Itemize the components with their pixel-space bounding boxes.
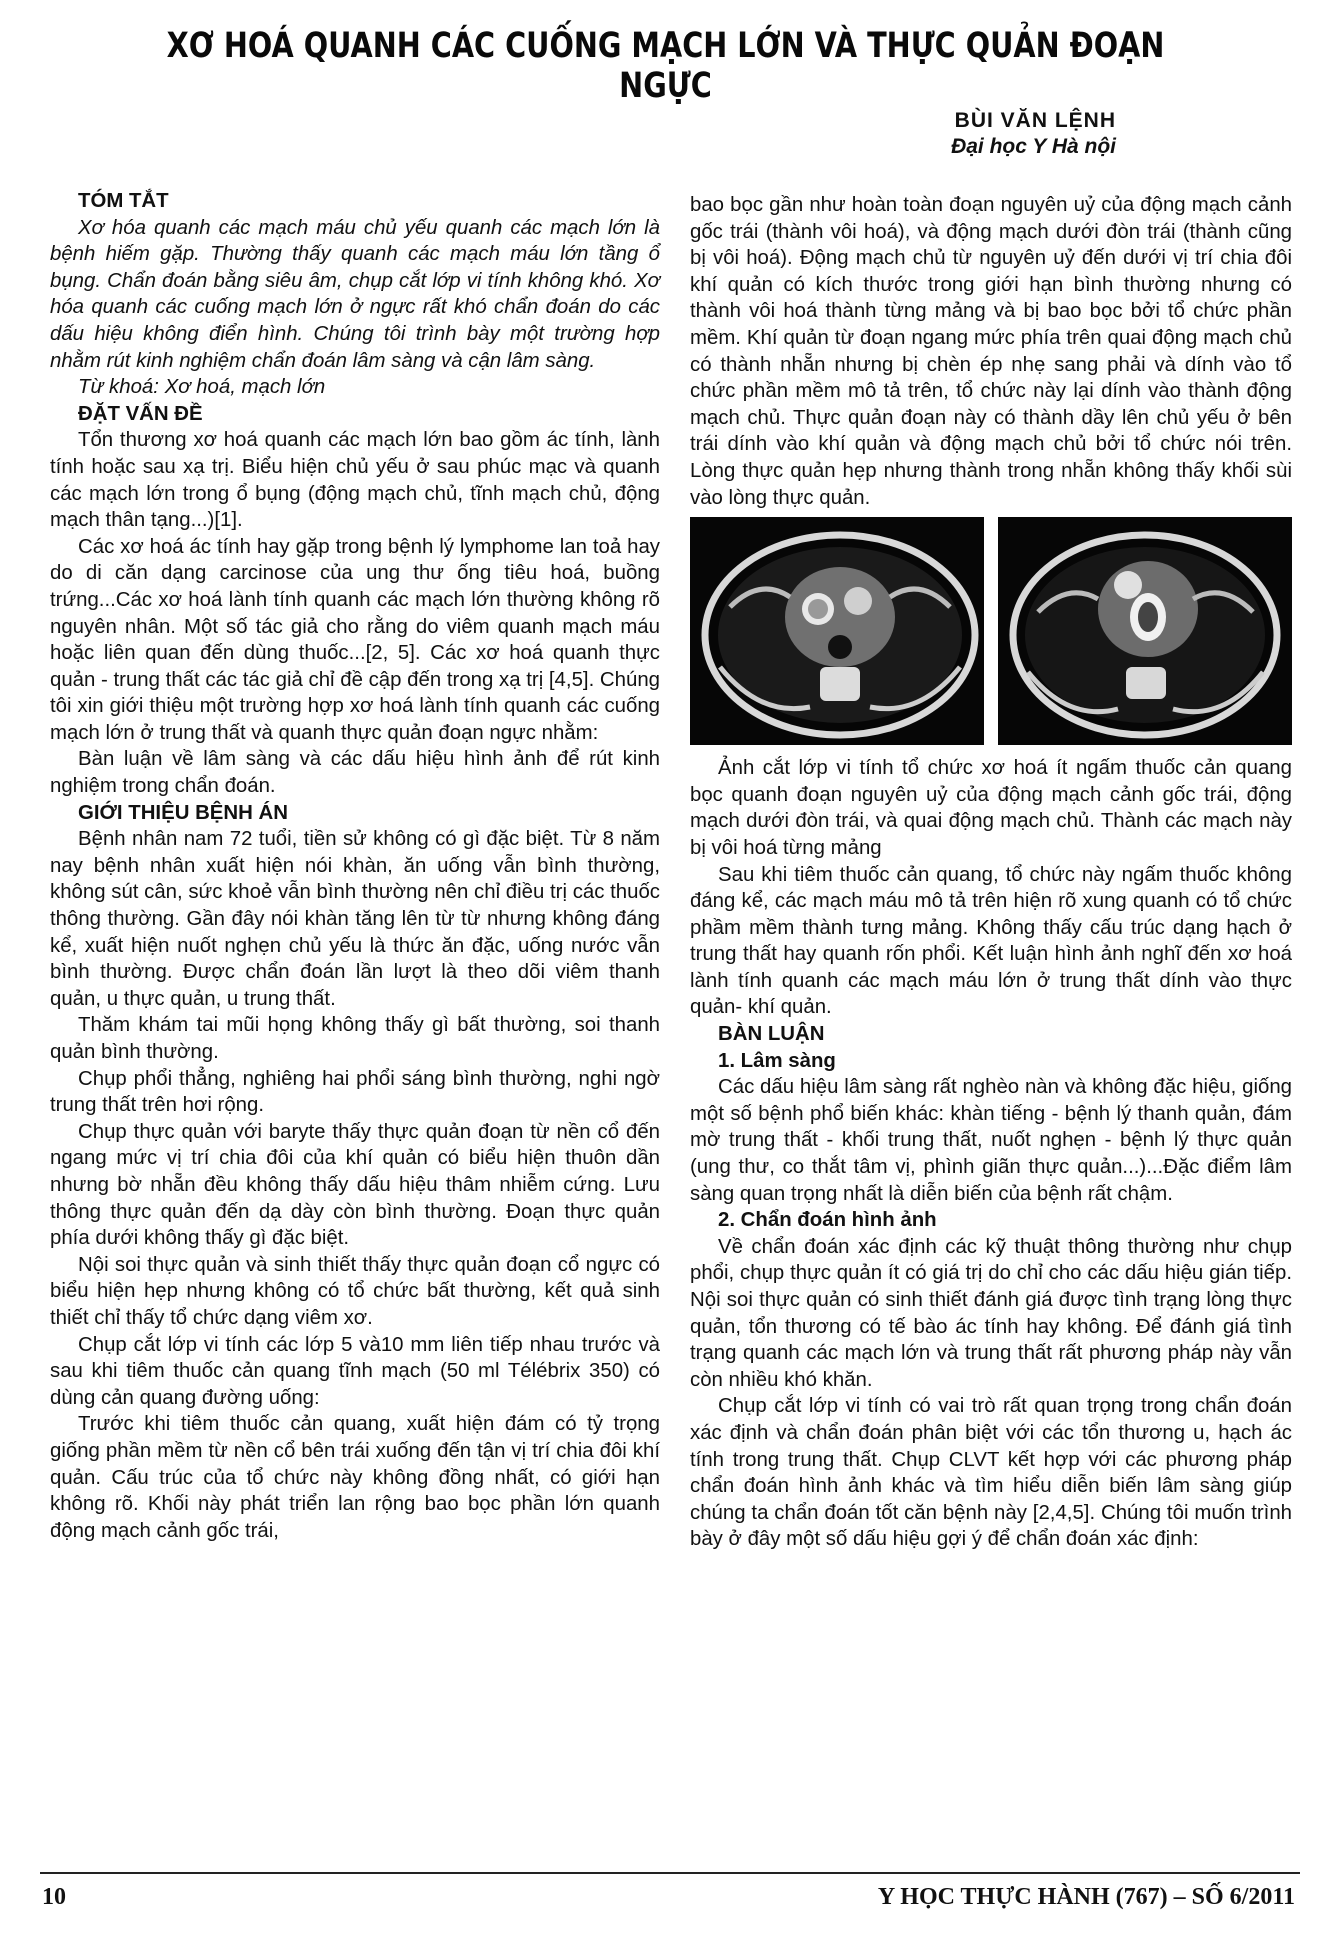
ct-image-left bbox=[690, 517, 984, 745]
ct-figures bbox=[690, 517, 1292, 745]
left-column bbox=[50, 188, 660, 1544]
imaging-paragraph: Chụp cắt lớp vi tính có vai trò rất quan trọng trong chẩn đoán xác định và chẩn đoán phân biệt với các tổn thương u, hạch ác tính trong trung thất. Chụp CLVT kết hợp với các phương pháp chẩn đoán hình ảnh khác và tìm hiểu diễn biến lâm sàng giúp chúng ta chẩn đoán tốt căn bệnh này [2,4,5]. Chúng tôi muốn trình bày ở đây một số dấu hiệu gợi ý để chẩn đoán xác định: bbox=[690, 1395, 1292, 1551]
figure-caption: Ảnh cắt lớp vi tính tổ chức xơ hoá ít ngấm thuốc cản quang bọc quanh đoạn nguyên uỷ của động mạch cảnh gốc trái, động mạch dưới đòn trái, và quai động mạch chủ. Thành các mạch này bị vôi hoá từng mảng bbox=[690, 757, 1292, 859]
intro-paragraph: Bàn luận về lâm sàng và các dấu hiệu hình ảnh để rút kinh nghiệm trong chẩn đoán. bbox=[50, 748, 660, 798]
case-paragraph: Thăm khám tai mũi họng không thấy gì bất thường, soi thanh quản bình thường. bbox=[50, 1014, 660, 1063]
keywords: Từ khoá: Xơ hoá, mạch lớn bbox=[78, 376, 326, 399]
case-paragraph: Nội soi thực quản và sinh thiết thấy thực quản đoạn cổ ngực có biểu hiện hẹp nhưng không có tổ chức bất thường, kết quả sinh thiết chỉ thấy tổ chức dạng viêm xơ. bbox=[50, 1253, 660, 1329]
clinical-paragraph: Các dấu hiệu lâm sàng rất nghèo nàn và không đặc hiệu, giống một số bệnh phổ biến khác: khàn tiếng - bệnh lý thanh quản, đám mờ trung thất - khối trung thất, nuốt nghẹn - bệnh lý thực quản (ung thư, co thắt tâm vị, phình giãn thực quản...)...Đặc điểm lâm sàng quan trọng nhất là diễn biến của bệnh rất chậm. bbox=[690, 1076, 1292, 1205]
footer-divider bbox=[40, 1872, 1300, 1874]
intro-heading: ĐẶT VẤN ĐỀ bbox=[78, 402, 203, 425]
journal-name: Y HỌC THỰC HÀNH (767) – SỐ 6/2011 bbox=[877, 1884, 1295, 1910]
case-heading: GIỚI THIỆU BỆNH ÁN bbox=[78, 801, 288, 824]
intro-paragraph: Tổn thương xơ hoá quanh các mạch lớn bao gồm ác tính, lành tính hoặc sau xạ trị. Biểu hiện chủ yếu ở sau phúc mạc và quanh các mạch lớn trong ổ bụng (động mạch chủ, tĩnh mạch chủ, động mạch thân tạng...)[1]. bbox=[50, 429, 660, 532]
discussion-heading: BÀN LUẬN bbox=[718, 1023, 825, 1046]
case-paragraph: Bệnh nhân nam 72 tuổi, tiền sử không có gì đặc biệt. Từ 8 năm nay bệnh nhân xuất hiện nói khàn, ăn uống vẫn bình thường, không sút cân, sức khoẻ vẫn bình thường nên chỉ điều trị các thuốc thông thường. Gần đây nói khàn tăng lên từ từ nhưng không đáng kể, xuất hiện nuốt nghẹn chủ yếu là thức ăn đặc, uống nước vẫn bình thường. Được chẩn đoán lần lượt là theo dõi viêm thanh quản, u thực quản, u trung thất. bbox=[50, 828, 660, 1010]
author-name: BÙI VĂN LỆNH bbox=[954, 109, 1116, 132]
author-affiliation: Đại học Y Hà nội bbox=[951, 135, 1116, 158]
imaging-subheading: 2. Chẩn đoán hình ảnh bbox=[718, 1209, 937, 1232]
imaging-paragraph: Về chẩn đoán xác định các kỹ thuật thông thường như chụp phổi, chụp thực quản ít có giá trị do chỉ cho các dấu hiệu gián tiếp. Nội soi thực quản có sinh thiết đánh giá được tình trạng lòng thực quản, tổn thương có tế bào ác tính hay không. Để đánh giá tình trạng quanh các mạch lớn và trung thất rất phương pháp này vẫn còn nhiều khó khăn. bbox=[690, 1235, 1292, 1391]
case-paragraph: Chụp cắt lớp vi tính các lớp 5 và10 mm liên tiếp nhau trước và sau khi tiêm thuốc cản quang tĩnh mạch (50 ml Télébrix 350) có dùng cản quang đường uống: bbox=[50, 1333, 660, 1409]
right-column bbox=[690, 192, 1292, 1553]
ct-scan-illustration bbox=[690, 517, 984, 745]
ct-image-right bbox=[998, 517, 1292, 745]
author-block bbox=[700, 108, 1116, 160]
article-title: XƠ HOÁ QUANH CÁC CUỐNG MẠCH LỚN VÀ THỰC QUẢN ĐOẠN NGỰC bbox=[166, 26, 1165, 106]
intro-paragraph: Các xơ hoá ác tính hay gặp trong bệnh lý lymphome lan toả hay do di căn dạng carcinose của ung thư ống tiêu hoá, buồng trứng...Các xơ hoá lành tính quanh các mạch lớn thường không rõ nguyên nhân. Một số tác giả cho rằng do viêm quanh mạch máu hoặc liên quan đến dùng thuốc...[2, 5]. Các xơ hoá quanh thực quản - trung thất các tác giả chỉ đề cập đến trong xạ trị [4,5]. Chúng tôi xin giới thiệu một trường hợp xơ hoá lành tính quanh các cuống mạch lớn ở trung thất và quanh thực quản đoạn ngực nhằm: bbox=[50, 535, 660, 744]
clinical-subheading: 1. Lâm sàng bbox=[718, 1049, 836, 1072]
abstract-heading: TÓM TẮT bbox=[78, 190, 169, 212]
after-contrast-paragraph: Sau khi tiêm thuốc cản quang, tổ chức này ngấm thuốc không đáng kể, các mạch máu mô tả trên hiện rõ xung quanh có tổ chức phầm mềm thành tưng mảng. Không thấy cấu trúc dạng hạch ở trung thất hay quanh rốn phổi. Kết luận hình ảnh nghĩ đến xơ hoá lành tính quanh các mạch máu lớn ở trung thất dính vào thực quản- khí quản. bbox=[690, 863, 1292, 1019]
abstract-text: Xơ hóa quanh các mạch máu chủ yếu quanh các mạch lớn là bệnh hiếm gặp. Thường thấy quanh các mạch máu lớn tầng ổ bụng. Chẩn đoán bằng siêu âm, chụp cắt lớp vi tính không khó. Xơ hóa quanh các cuống mạch lớn ở ngực rất khó chẩn đoán do các dấu hiệu không điển hình. Chúng tôi trình bày một trường hợp nhằm rút kinh nghiệm chẩn đoán lâm sàng và cận lâm sàng. bbox=[50, 216, 660, 372]
ct-scan-illustration bbox=[998, 517, 1292, 745]
case-paragraph: Chụp phổi thẳng, nghiêng hai phổi sáng bình thường, nghi ngờ trung thất trên hơi rộng. bbox=[50, 1067, 660, 1117]
case-continuation: bao bọc gần như hoàn toàn đoạn nguyên uỷ của động mạch cảnh gốc trái (thành vôi hoá), và động mạch dưới đòn trái (thành cũng bị vôi hoá). Động mạch chủ từ nguyên uỷ đến dưới vị trí chia đôi khí quản có kích thước trong giới hạn bình thường nhưng có thành vôi hoá thành từng mảng và bị bao bọc bởi tổ chức phần mềm. Khí quản từ đoạn ngang mức phía trên quai động mạch chủ có thành nhẵn nhưng bị chèn ép nhẹ sang phải và dính vào tổ chức phần mềm mô tả trên, tổ chức này lại dính vào thành động mạch chủ. Thực quản đoạn này có thành dầy lên chủ yếu ở bên trái dính vào khí quản và động mạch chủ bởi tổ chức nói trên. Lòng thực quản hẹp nhưng thành trong nhẵn không thấy khối sùi vào lòng thực quản. bbox=[690, 194, 1292, 509]
case-paragraph: Trước khi tiêm thuốc cản quang, xuất hiện đám có tỷ trọng giống phần mềm từ nền cổ bên trái xuống đến tận vị trí chia đôi khí quản. Cấu trúc của tổ chức này không đồng nhất, có giới hạn không rõ. Khối này phát triển lan rộng bao bọc phần lớn quanh động mạch cảnh gốc trái, bbox=[50, 1413, 660, 1542]
page-number: 10 bbox=[42, 1884, 66, 1910]
case-paragraph: Chụp thực quản với baryte thấy thực quản đoạn từ nền cổ đến ngang mức vị trí chia đôi của khí quản có biểu hiện thuôn dần nhưng bờ nhẵn đều không thấy dấu hiệu thâm nhiễm cứng. Lưu thông thực quản đến dạ dày còn bình thường. Đoạn thực quản phía dưới không thấy gì đặc biệt. bbox=[50, 1120, 660, 1250]
